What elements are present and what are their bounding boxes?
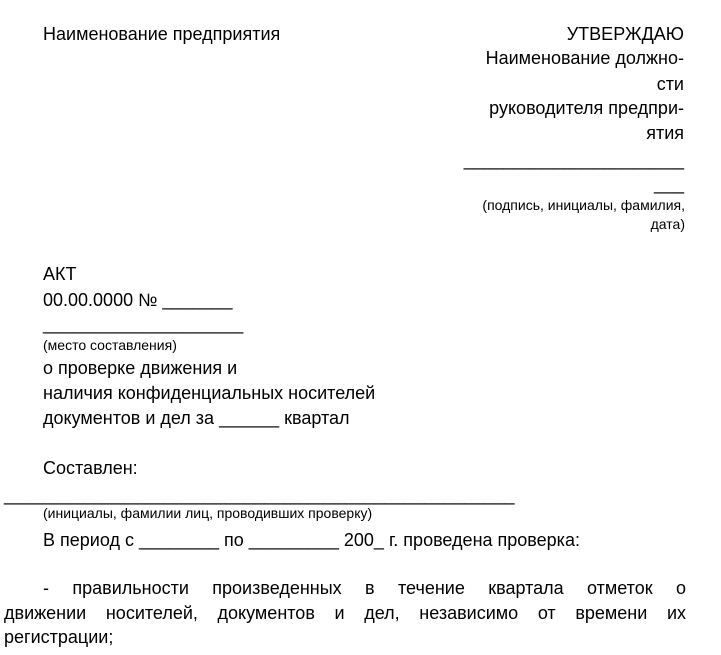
signature-caption-1: (подпись, инициалы, фамилия, bbox=[482, 197, 685, 213]
position-line-2: сти bbox=[656, 74, 684, 94]
act-title: АКТ bbox=[43, 264, 77, 284]
composed-label: Составлен: bbox=[43, 458, 138, 478]
composed-line: ___________________________________________________ bbox=[4, 485, 515, 505]
signature-line-1: ______________________ bbox=[463, 150, 684, 170]
act-subject-line-2: наличия конфиденциальных носителей bbox=[43, 383, 376, 403]
position-line-3: руководителя предпри- bbox=[489, 98, 684, 118]
approve-heading: УТВЕРЖДАЮ bbox=[566, 24, 684, 44]
position-line-4: ятия bbox=[646, 123, 684, 143]
paragraph-line-1: - правильности произведенных в течение квартала отметок о bbox=[43, 578, 686, 598]
period-line: В период с ________ по _________ 200_ г. проведена проверка: bbox=[43, 530, 580, 550]
act-date-number: 00.00.0000 № _______ bbox=[43, 290, 233, 310]
enterprise-name: Наименование предприятия bbox=[43, 24, 281, 44]
signature-caption-2: дата) bbox=[650, 216, 685, 232]
act-place-line: ____________________ bbox=[43, 314, 244, 334]
signature-line-2: ___ bbox=[653, 174, 684, 194]
act-subject-line-1: о проверке движения и bbox=[43, 358, 238, 378]
paragraph-line-2: движении носителей, документов и дел, независимо от времени их bbox=[4, 603, 686, 623]
position-line-1: Наименование должно- bbox=[485, 48, 684, 68]
act-subject-line-3: документов и дел за ______ квартал bbox=[43, 408, 350, 428]
act-place-caption: (место составления) bbox=[43, 337, 177, 353]
paragraph-line-3: регистрации; bbox=[4, 627, 114, 647]
composed-caption: (инициалы, фамилии лиц, проводивших проверку) bbox=[43, 505, 373, 521]
